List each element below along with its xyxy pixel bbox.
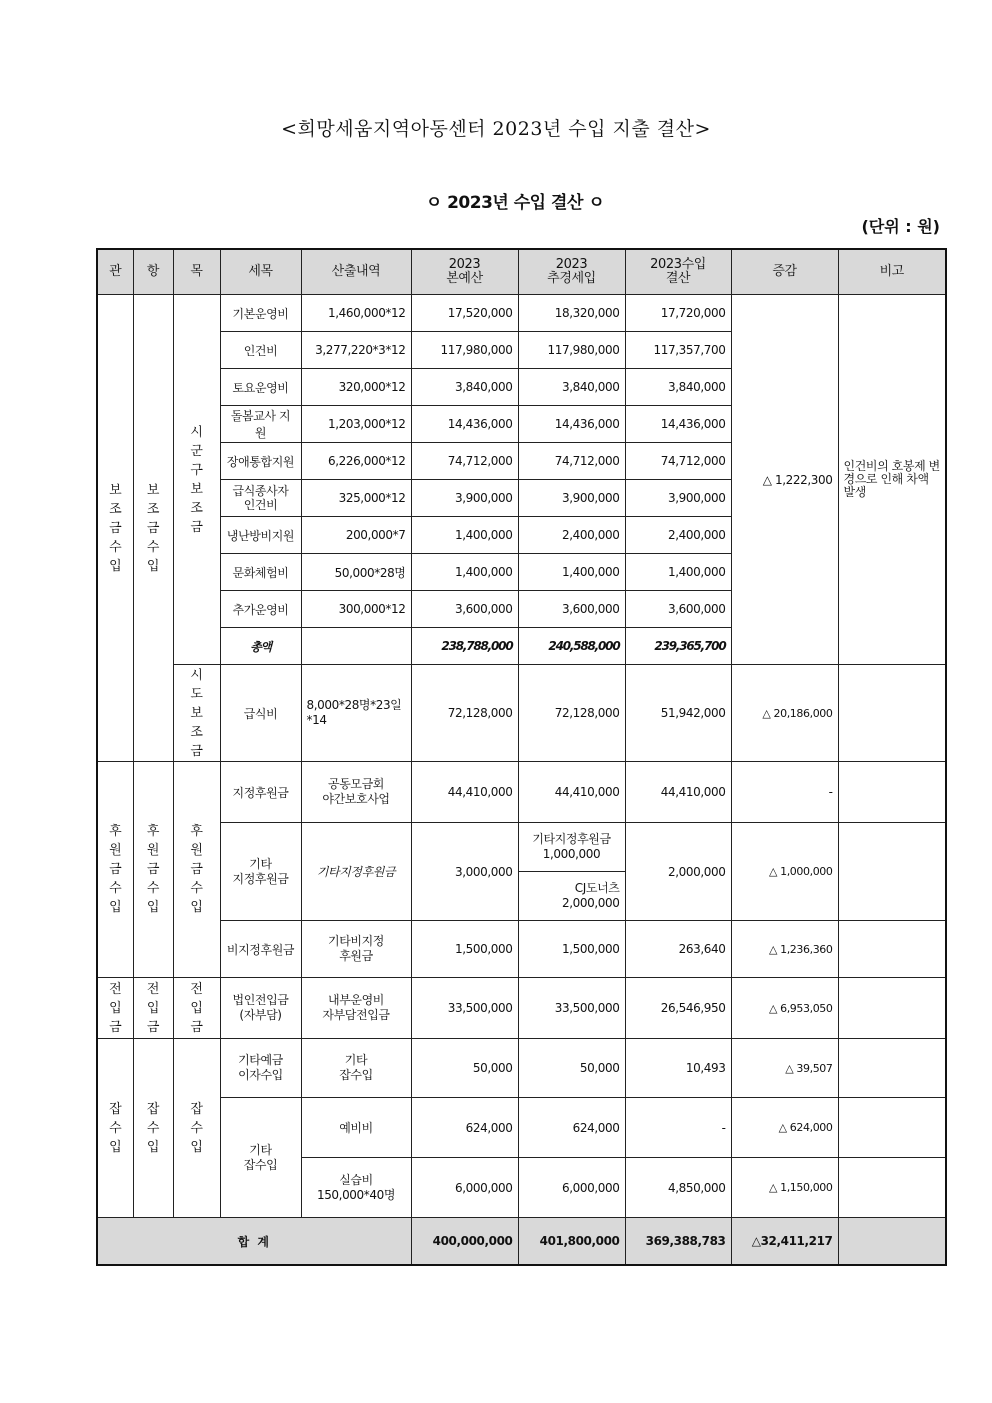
budget-cell: 17,520,000 xyxy=(411,295,518,332)
diff-cell: △ 1,150,000 xyxy=(731,1158,838,1218)
calc-cell: 실습비 150,000*40명 xyxy=(301,1158,411,1218)
budget-cell: 400,000,000 xyxy=(411,1218,518,1266)
calc-cell: 50,000*28명 xyxy=(301,554,411,591)
gwan-cell: 후원금수입 xyxy=(97,762,133,978)
supp-cell: 117,980,000 xyxy=(518,332,625,369)
calc-cell: 예비비 xyxy=(301,1098,411,1158)
settle-cell: 263,640 xyxy=(625,921,731,978)
settle-cell: 3,840,000 xyxy=(625,369,731,406)
calc-cell: 320,000*12 xyxy=(301,369,411,406)
supp-cell: 624,000 xyxy=(518,1098,625,1158)
grand-total-row xyxy=(97,1218,946,1266)
supp-cell: 240,588,000 xyxy=(518,628,625,665)
header-budget: 2023 본예산 xyxy=(411,249,518,295)
diff-cell: △ 1,236,360 xyxy=(731,921,838,978)
table-row xyxy=(97,1098,946,1158)
supp-cell: 14,436,000 xyxy=(518,406,625,443)
note-cell xyxy=(838,762,946,823)
header-supp: 2023 추경세입 xyxy=(518,249,625,295)
hang-cell: 보조금수입 xyxy=(133,295,173,762)
semok-cell: 문화체험비 xyxy=(220,554,301,591)
calc-cell: 기타비지정 후원금 xyxy=(301,921,411,978)
supp-cell: 74,712,000 xyxy=(518,443,625,480)
budget-cell: 33,500,000 xyxy=(411,978,518,1039)
mok-cell: 후원금수입 xyxy=(173,762,220,978)
calc-cell: 1,460,000*12 xyxy=(301,295,411,332)
calc-cell: 3,277,220*3*12 xyxy=(301,332,411,369)
semok-cell: 냉난방비지원 xyxy=(220,517,301,554)
budget-cell: 117,980,000 xyxy=(411,332,518,369)
table-row xyxy=(97,823,946,872)
semok-cell: 추가운영비 xyxy=(220,591,301,628)
mok-cell: 시도보조금 xyxy=(173,665,220,762)
mok-cell: 시군구보조금 xyxy=(173,295,220,665)
supp-cell: 44,410,000 xyxy=(518,762,625,823)
table-row xyxy=(97,978,946,1039)
subtotal-label: 총액 xyxy=(220,628,301,665)
semok-cell: 기본운영비 xyxy=(220,295,301,332)
budget-cell: 14,436,000 xyxy=(411,406,518,443)
semok-cell: 법인전입금 (자부담) xyxy=(220,978,301,1039)
income-settlement-table xyxy=(96,248,947,1266)
hang-cell: 잡수입 xyxy=(133,1039,173,1218)
note-cell: 인건비의 호봉제 변경으로 인해 차액 발생 xyxy=(838,295,946,665)
settle-cell: 51,942,000 xyxy=(625,665,731,762)
supp-cell: 3,840,000 xyxy=(518,369,625,406)
budget-cell: 238,788,000 xyxy=(411,628,518,665)
diff-cell: △ 6,953,050 xyxy=(731,978,838,1039)
semok-cell: 비지정후원금 xyxy=(220,921,301,978)
unit-label: (단위 : 원) xyxy=(861,217,940,236)
settle-cell: 2,400,000 xyxy=(625,517,731,554)
supp-cell: 6,000,000 xyxy=(518,1158,625,1218)
header-diff: 증감 xyxy=(731,249,838,295)
gwan-cell: 잡수입 xyxy=(97,1039,133,1218)
budget-cell: 3,000,000 xyxy=(411,823,518,921)
semok-cell: 기타예금 이자수입 xyxy=(220,1039,301,1098)
semok-cell: 기타 잡수입 xyxy=(220,1098,301,1218)
settle-cell: 2,000,000 xyxy=(625,823,731,921)
settle-cell: 44,410,000 xyxy=(625,762,731,823)
note-cell xyxy=(838,1158,946,1218)
note-cell xyxy=(838,1039,946,1098)
semok-cell: 장애통합지원 xyxy=(220,443,301,480)
settle-cell: 17,720,000 xyxy=(625,295,731,332)
settle-cell: 369,388,783 xyxy=(625,1218,731,1266)
header-settle: 2023수입 결산 xyxy=(625,249,731,295)
semok-cell: 급식비 xyxy=(220,665,301,762)
supp-cell: 1,500,000 xyxy=(518,921,625,978)
semok-cell: 돌봄교사 지원 xyxy=(220,406,301,443)
budget-cell: 1,400,000 xyxy=(411,554,518,591)
calc-cell: 200,000*7 xyxy=(301,517,411,554)
calc-cell: 325,000*12 xyxy=(301,480,411,517)
calc-cell: 기타지정후원금 xyxy=(301,823,411,921)
calc-cell: 6,226,000*12 xyxy=(301,443,411,480)
supp-cell: CJ도너츠 2,000,000 xyxy=(518,872,625,921)
settle-cell: - xyxy=(625,1098,731,1158)
settle-cell: 74,712,000 xyxy=(625,443,731,480)
table-row xyxy=(97,665,946,762)
settle-cell: 117,357,700 xyxy=(625,332,731,369)
gwan-cell: 전입금 xyxy=(97,978,133,1039)
calc-cell xyxy=(301,628,411,665)
supp-cell: 72,128,000 xyxy=(518,665,625,762)
budget-cell: 44,410,000 xyxy=(411,762,518,823)
semok-cell: 기타 지정후원금 xyxy=(220,823,301,921)
header-calc: 산출내역 xyxy=(301,249,411,295)
diff-cell: △ 624,000 xyxy=(731,1098,838,1158)
section-subtitle: ㅇ 2023년 수입 결산 ㅇ xyxy=(425,193,605,213)
calc-cell: 내부운영비 자부담전입금 xyxy=(301,978,411,1039)
supp-cell: 기타지정후원금 1,000,000 xyxy=(518,823,625,872)
semok-cell: 인건비 xyxy=(220,332,301,369)
header-note: 비고 xyxy=(838,249,946,295)
supp-cell: 18,320,000 xyxy=(518,295,625,332)
budget-cell: 1,500,000 xyxy=(411,921,518,978)
supp-cell: 3,900,000 xyxy=(518,480,625,517)
diff-cell: - xyxy=(731,762,838,823)
supp-cell: 3,600,000 xyxy=(518,591,625,628)
budget-cell: 624,000 xyxy=(411,1098,518,1158)
calc-cell: 300,000*12 xyxy=(301,591,411,628)
hang-cell: 전입금 xyxy=(133,978,173,1039)
settle-cell: 1,400,000 xyxy=(625,554,731,591)
note-cell xyxy=(838,978,946,1039)
semok-cell: 급식종사자 인건비 xyxy=(220,480,301,517)
note-cell xyxy=(838,823,946,921)
diff-cell: △ 20,186,000 xyxy=(731,665,838,762)
header-gwan: 관 xyxy=(97,249,133,295)
budget-cell: 72,128,000 xyxy=(411,665,518,762)
mok-cell: 전입금 xyxy=(173,978,220,1039)
header-mok: 목 xyxy=(173,249,220,295)
budget-cell: 3,900,000 xyxy=(411,480,518,517)
header-hang: 항 xyxy=(133,249,173,295)
budget-cell: 1,400,000 xyxy=(411,517,518,554)
settle-cell: 10,493 xyxy=(625,1039,731,1098)
settle-cell: 4,850,000 xyxy=(625,1158,731,1218)
supp-cell: 33,500,000 xyxy=(518,978,625,1039)
header-row xyxy=(97,249,946,295)
diff-cell: △ 39,507 xyxy=(731,1039,838,1098)
mok-cell: 잡수입 xyxy=(173,1039,220,1218)
note-cell xyxy=(838,1218,946,1266)
semok-cell: 토요운영비 xyxy=(220,369,301,406)
grand-total-label: 합 계 xyxy=(97,1218,411,1266)
supp-cell: 50,000 xyxy=(518,1039,625,1098)
semok-cell: 지정후원금 xyxy=(220,762,301,823)
calc-cell: 기타 잡수입 xyxy=(301,1039,411,1098)
gwan-cell: 보조금수입 xyxy=(97,295,133,762)
budget-cell: 74,712,000 xyxy=(411,443,518,480)
budget-cell: 50,000 xyxy=(411,1039,518,1098)
calc-cell: 8,000*28명*23일*14 xyxy=(301,665,411,762)
settle-cell: 239,365,700 xyxy=(625,628,731,665)
calc-cell: 공동모금회 야간보호사업 xyxy=(301,762,411,823)
hang-cell: 후원금수입 xyxy=(133,762,173,978)
table-row xyxy=(97,762,946,823)
calc-cell: 1,203,000*12 xyxy=(301,406,411,443)
diff-cell: △ 1,000,000 xyxy=(731,823,838,921)
table-row xyxy=(97,295,946,332)
note-cell xyxy=(838,1098,946,1158)
note-cell xyxy=(838,665,946,762)
settle-cell: 14,436,000 xyxy=(625,406,731,443)
settle-cell: 3,900,000 xyxy=(625,480,731,517)
supp-cell: 1,400,000 xyxy=(518,554,625,591)
settle-cell: 26,546,950 xyxy=(625,978,731,1039)
document-title: <희망세움지역아동센터 2023년 수입 지출 결산> xyxy=(281,118,711,140)
header-semok: 세목 xyxy=(220,249,301,295)
budget-cell: 3,840,000 xyxy=(411,369,518,406)
budget-cell: 3,600,000 xyxy=(411,591,518,628)
table-row xyxy=(97,1039,946,1098)
note-cell xyxy=(838,921,946,978)
budget-cell: 6,000,000 xyxy=(411,1158,518,1218)
supp-cell: 401,800,000 xyxy=(518,1218,625,1266)
supp-cell: 2,400,000 xyxy=(518,517,625,554)
diff-cell: △ 1,222,300 xyxy=(731,295,838,665)
table-row xyxy=(97,921,946,978)
settle-cell: 3,600,000 xyxy=(625,591,731,628)
diff-cell: △32,411,217 xyxy=(731,1218,838,1266)
